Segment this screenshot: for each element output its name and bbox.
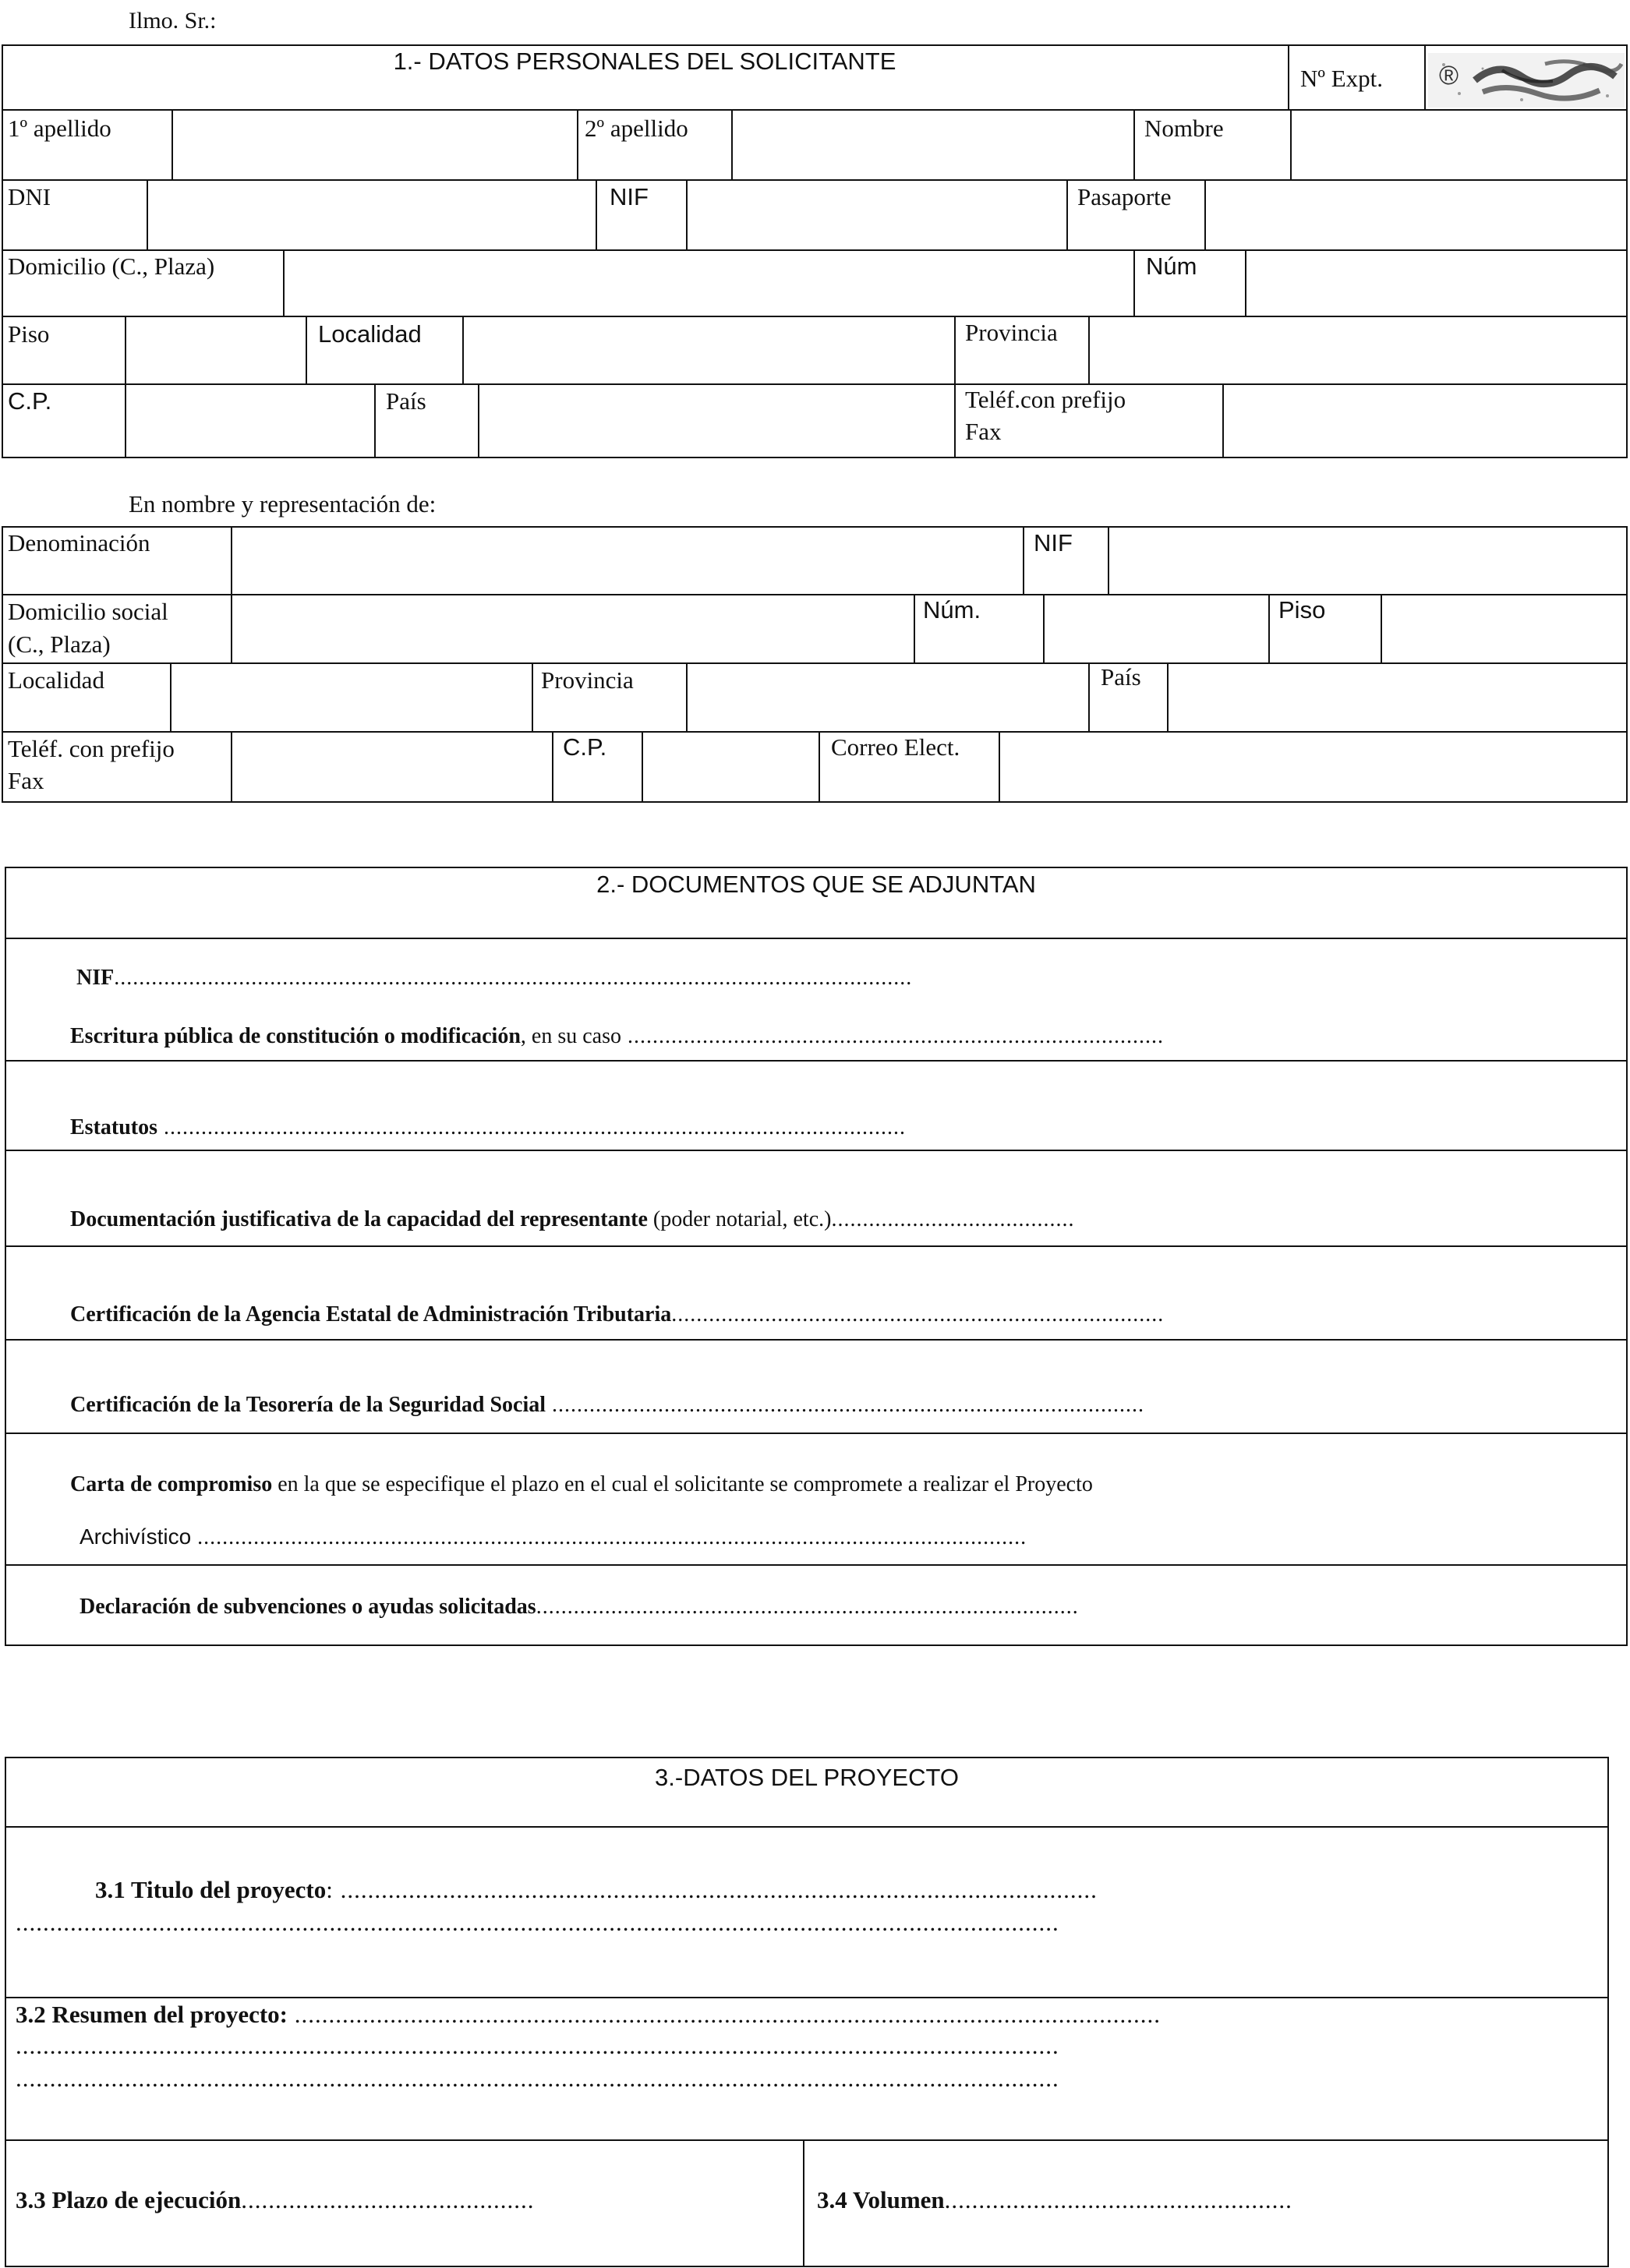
rep-correo-field[interactable] [1000, 733, 1626, 801]
label-nombre: Nombre [1144, 115, 1224, 142]
label-localidad: Localidad [318, 320, 422, 348]
doc-item-carta: Carta de compromiso en la que se especifique el plazo en el cual el solicitante se compromete a realizar el Proyecto [70, 1472, 1093, 1496]
proyecto-volumen[interactable]: 3.4 Volumen................................................... [817, 2186, 1292, 2213]
nombre-field[interactable] [1292, 111, 1626, 178]
pais-field[interactable] [479, 385, 953, 457]
label-pais: País [386, 387, 426, 415]
domicilio-field[interactable] [285, 251, 1132, 314]
rep-num-field[interactable] [1045, 595, 1267, 661]
label-fax: Fax [965, 418, 1002, 445]
proyecto-plazo[interactable]: 3.3 Plazo de ejecución........................................... [16, 2186, 535, 2213]
label-cp: C.P. [8, 387, 52, 415]
label-apellido1: 1º apellido [8, 115, 111, 142]
label-nif: NIF [610, 183, 649, 210]
salutation: Ilmo. Sr.: [129, 8, 217, 34]
proyecto-resumen[interactable]: 3.2 Resumen del proyecto: ............................................................................................................................... [16, 2001, 1161, 2028]
label-num: Núm [1146, 253, 1197, 280]
rep-telefono-field[interactable] [232, 733, 550, 801]
section1-title: 1.- DATOS PERSONALES DEL SOLICITANTE [393, 48, 896, 75]
provincia-field[interactable] [1090, 317, 1626, 382]
representation-intro: En nombre y representación de: [129, 490, 437, 518]
doc-item-tesoreria: Certificación de la Tesorería de la Seguridad Social ............................................................................................... [70, 1393, 1145, 1417]
localidad-field[interactable] [464, 317, 953, 382]
dni-field[interactable] [148, 181, 594, 248]
rep-localidad-field[interactable] [171, 664, 530, 730]
telefono-fax-field[interactable] [1224, 385, 1626, 457]
label-pasaporte: Pasaporte [1077, 183, 1172, 210]
pasaporte-field[interactable] [1206, 181, 1626, 248]
doc-item-documentacion: Documentación justificativa de la capacidad del representante (poder notarial, etc.)....................................... [70, 1207, 1075, 1231]
seal-mark: ® [1439, 61, 1459, 90]
denominacion-field[interactable] [232, 528, 1021, 592]
proyecto-titulo[interactable]: 3.1 Titulo del proyecto: ............................................................................................................... [95, 1876, 1098, 1903]
rep-label-telefono: Teléf. con prefijo [8, 735, 175, 762]
rep-cp-field[interactable] [643, 733, 817, 801]
rep-label-domicilio-plaza: (C., Plaza) [8, 631, 111, 658]
rep-label-localidad: Localidad [8, 666, 104, 694]
rep-label-nif: NIF [1034, 529, 1073, 556]
label-telefono: Teléf.con prefijo [965, 386, 1126, 413]
label-domicilio: Domicilio (C., Plaza) [8, 253, 215, 280]
rep-nif-field[interactable] [1109, 528, 1626, 592]
doc-item-estatutos: Estatutos ....................................................................................................................... [70, 1115, 907, 1139]
rep-label-provincia: Provincia [541, 666, 634, 694]
rep-label-num: Núm. [923, 596, 981, 624]
rep-label-piso: Piso [1278, 596, 1326, 624]
rep-label-correo: Correo Elect. [831, 733, 960, 761]
label-piso: Piso [8, 320, 50, 348]
rep-label-fax: Fax [8, 767, 44, 794]
nif-field[interactable] [688, 181, 1065, 248]
rep-label-pais: País [1101, 663, 1141, 691]
expt-label: Nº Expt. [1300, 65, 1384, 92]
cp-field[interactable] [126, 385, 373, 457]
proyecto-titulo-line2[interactable]: ......................................................................................................................................................... [16, 1909, 1059, 1936]
domicilio-social-field[interactable] [232, 595, 912, 661]
rep-label-denominacion: Denominación [8, 529, 150, 556]
doc-item-escritura: Escritura pública de constitución o modificación, en su caso ...................................................................................... [70, 1024, 1164, 1048]
rep-pais-field[interactable] [1169, 664, 1626, 730]
section2-title: 2.- DOCUMENTOS QUE SE ADJUNTAN [596, 871, 1036, 898]
section3-title: 3.-DATOS DEL PROYECTO [655, 1764, 959, 1791]
rep-piso-field[interactable] [1382, 595, 1626, 661]
proyecto-resumen-line2[interactable]: ......................................................................................................................................................... [16, 2032, 1059, 2059]
label-dni: DNI [8, 183, 51, 210]
doc-item-archivistico: Archivístico ..................................................................................................................................... [80, 1524, 1027, 1549]
label-apellido2: 2º apellido [585, 115, 688, 142]
label-provincia: Provincia [965, 319, 1058, 346]
num-field[interactable] [1246, 251, 1626, 314]
proyecto-resumen-line3[interactable]: ......................................................................................................................................................... [16, 2065, 1059, 2092]
doc-item-declaracion: Declaración de subvenciones o ayudas solicitadas....................................................................................... [80, 1595, 1079, 1619]
piso-field[interactable] [126, 317, 304, 382]
apellido2-field[interactable] [733, 111, 1132, 178]
rep-label-cp: C.P. [563, 733, 607, 761]
stamp-seal-icon [1428, 53, 1625, 108]
doc-item-agencia: Certificación de la Agencia Estatal de Administración Tributaria............................................................................... [70, 1302, 1165, 1327]
rep-provincia-field[interactable] [688, 664, 1087, 730]
rep-label-domicilio-social: Domicilio social [8, 598, 168, 625]
apellido1-field[interactable] [173, 111, 575, 178]
doc-item-nif: NIF................................................................................................................................ [76, 966, 913, 990]
